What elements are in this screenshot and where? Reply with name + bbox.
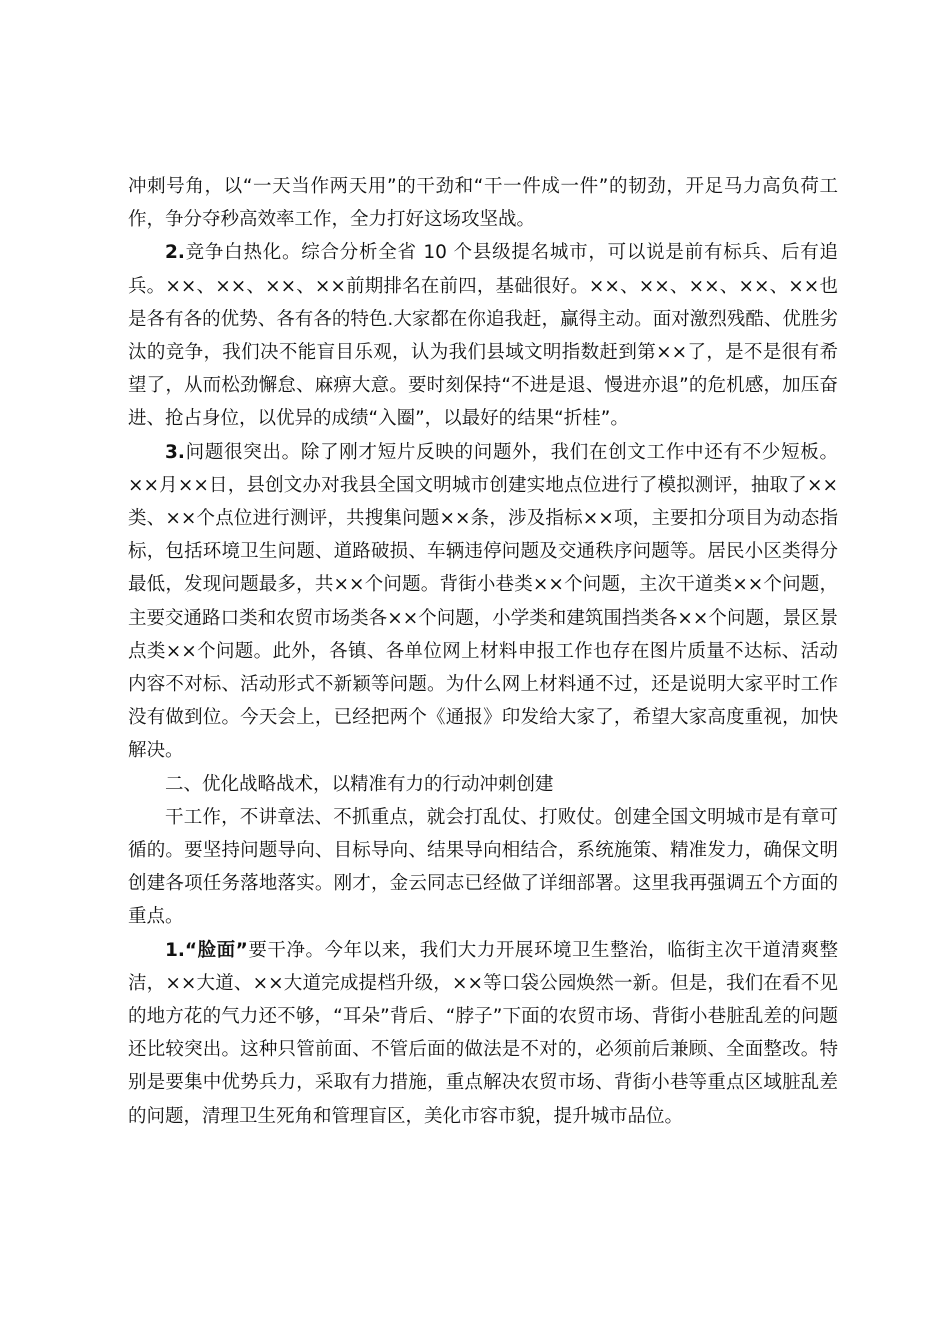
paragraph-text: 问题很突出。除了刚才短片反映的问题外，我们在创文工作中还有不少短板。××月××日，县创文办对我县全国文明城市创建实地点位进行了模拟测评，抽取了××类、××个点位进行测评，共搜集问题××条，涉及指标××项，主要扣分项目为动态指标，包括环境卫生问题、道路破损、车辆违停问题及交通秩序问题等。居民小区类得分最低，发现问题最多，共××个问题。背街小巷类××个问题，主次干道类××个问题，主要交通路口类和农贸市场类各××个问题，小学类和建筑围挡类各××个问题，景区景点类××个问题。此外，各镇、各单位网上材料申报工作也存在图片质量不达标、活动内容不对标、活动形式不新颖等问题。为什么网上材料通不过，还是说明大家平时工作没有做到位。今天会上，已经把两个《通报》印发给大家了，希望大家高度重视，加快解决。: [128, 441, 838, 762]
paragraph-competition: [128, 236, 838, 435]
paragraph-text: 竞争白热化。综合分析全省 10 个县级提名城市，可以说是前有标兵、后有追兵。××、××、××、××前期排名在前四，基础很好。××、××、××、××、××也是各有各的优势、各有各的特色.大家都在你追我赶，赢得主动。面对激烈残酷、优胜劣汰的竞争，我们决不能盲目乐观，认为我们县域文明指数赶到第××了，是不是很有希望了，从而松劲懈怠、麻痹大意。要时刻保持“不进是退、慢进亦退”的危机感，加压奋进、抢占身位，以优异的成绩“入圈”，以最好的结果“折桂”。: [128, 242, 838, 430]
paragraph-text: 干工作，不讲章法、不抓重点，就会打乱仗、打败仗。创建全国文明城市是有章可循的。要坚持问题导向、目标导向、结果导向相结合，系统施策、精准发力，确保文明创建各项任务落地落实。刚才，金云同志已经做了详细部署。这里我再强调五个方面的重点。: [128, 806, 838, 928]
paragraph-strategy: [128, 801, 838, 934]
paragraph-text: 要干净。今年以来，我们大力开展环境卫生整治，临街主次干道清爽整洁，××大道、××大道完成提档升级，××等口袋公园焕然一新。但是，我们在看不见的地方花的气力还不够，“耳朵”背后、“脖子”下面的农贸市场、背街小巷脏乱差的问题还比较突出。这种只管前面、不管后面的做法是不对的，必须前后兼顾、全面整改。特别是要集中优势兵力，采取有力措施，重点解决农贸市场、背街小巷等重点区域脏乱差的问题，清理卫生死角和管理盲区，美化市容市貌，提升城市品位。: [128, 939, 839, 1127]
paragraph-face-clean: [128, 934, 838, 1133]
section-heading: [128, 768, 838, 801]
paragraph-number: 3.: [165, 441, 185, 463]
section-heading-text: 二、优化战略战术，以精准有力的行动冲刺创建: [165, 773, 554, 795]
document-body: [128, 170, 838, 1133]
paragraph-continuation: [128, 170, 838, 236]
paragraph-problems: [128, 436, 838, 768]
paragraph-number: 1.“脸面”: [165, 939, 248, 961]
paragraph-number: 2.: [165, 242, 185, 264]
paragraph-text: 冲刺号角，以“一天当作两天用”的干劲和“干一件成一件”的韧劲，开足马力高负荷工作，争分夺秒高效率工作，全力打好这场攻坚战。: [128, 176, 838, 231]
